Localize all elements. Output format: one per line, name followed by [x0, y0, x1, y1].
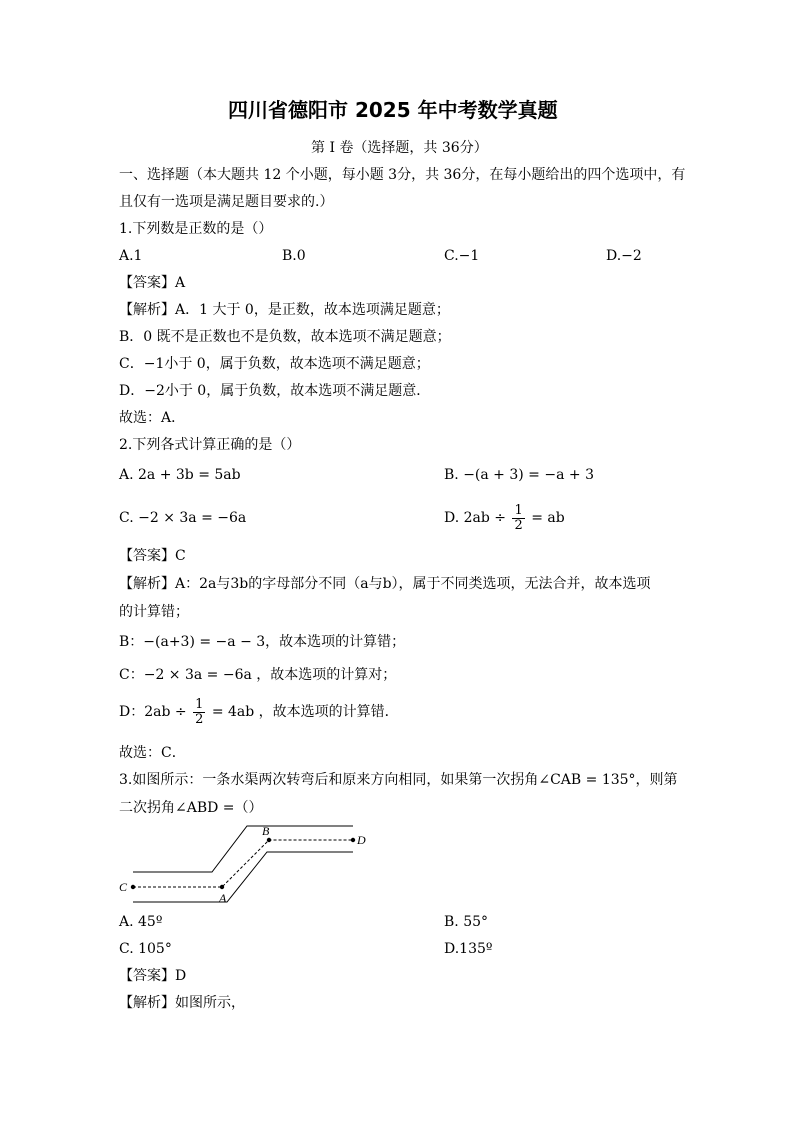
q1-stem: 1.下列数是正数的是（） [119, 221, 273, 237]
canal-center-path [133, 840, 353, 887]
label-d: D [357, 833, 366, 847]
q2-analysis-d [119, 692, 399, 732]
q1-analysis-line: 故选：A． [119, 410, 186, 426]
q1-analysis-line: B．0 既不是正数也不是负数，故本选项不满足题意； [119, 329, 451, 345]
q2-option-d-denominator: 2 [514, 517, 523, 533]
canal-figure [115, 820, 375, 910]
q2-analysis-d-numerator: 1 [195, 696, 204, 712]
q1-option-b: B.0 [282, 248, 306, 264]
q3-option-c: C. 105° [119, 941, 172, 957]
q3-stem-line1: 3.如图所示：一条水渠两次转弯后和原来方向相同，如果第一次拐角∠CAB = 135°，则第 [119, 772, 678, 788]
q3-analysis: 【解析】如图所示， [119, 995, 245, 1011]
q2-option-b: B. −(a + 3) = −a + 3 [444, 467, 594, 483]
q2-analysis-b: B：−(a+3) = −a − 3，故本选项的计算错； [119, 634, 406, 650]
q2-option-d [444, 498, 565, 538]
q2-option-d-left: D. 2ab ÷ [444, 510, 507, 526]
point-c [131, 885, 135, 889]
part-title: 第 I 卷（选择题，共 36分） [311, 140, 488, 156]
q2-option-d-right: = ab [531, 510, 565, 526]
q2-analysis-d-fraction [193, 698, 205, 727]
canal-upper-bank [133, 826, 353, 872]
q1-answer: 【答案】A [119, 275, 186, 291]
point-a [220, 885, 224, 889]
section-heading-line1: 一、选择题（本大题共 12 个小题，每小题 3分，共 36分，在每小题给出的四个选项中，有 [119, 167, 686, 183]
page-title: 四川省德阳市 2025 年中考数学真题 [228, 98, 558, 122]
q1-option-d: D.−2 [606, 248, 642, 264]
q2-analysis-d-denominator: 2 [195, 711, 204, 727]
point-d [351, 838, 355, 842]
q2-analysis-d-right: = 4ab ，故本选项的计算错． [211, 704, 399, 720]
q1-option-c: C.−1 [444, 248, 480, 264]
section-heading-line2: 且仅有一选项是满足题目要求的.） [119, 194, 334, 210]
q3-option-a: A. 45º [119, 914, 163, 930]
q3-option-d: D.135º [444, 941, 493, 957]
q3-stem-line2: 二次拐角∠ABD =（） [119, 800, 263, 816]
q1-analysis-line: C．−1小于 0，属于负数，故本选项不满足题意； [119, 356, 430, 372]
q1-analysis-line: D．−2小于 0，属于负数，故本选项不满足题意． [119, 383, 431, 399]
q3-option-b: B. 55° [444, 914, 489, 930]
q2-analysis-c: C：−2 × 3a = −6a ，故本选项的计算对； [119, 667, 397, 683]
q2-option-d-fraction [512, 504, 524, 533]
q2-analysis-d-left: D：2ab ÷ [119, 704, 187, 720]
q2-stem: 2.下列各式计算正确的是（） [119, 437, 301, 453]
q2-conclusion: 故选：C． [119, 745, 186, 761]
q1-analysis-line: 【解析】A．1 大于 0，是正数，故本选项满足题意； [119, 302, 450, 318]
label-b: B [262, 824, 270, 838]
q2-option-a: A. 2a + 3b = 5ab [119, 467, 241, 483]
q2-option-c: C. −2 × 3a = −6a [119, 510, 247, 526]
label-c: C [119, 880, 128, 894]
q2-option-d-numerator: 1 [514, 502, 523, 518]
point-b [267, 838, 271, 842]
q1-option-a: A.1 [119, 248, 143, 264]
canal-lower-bank [133, 852, 353, 902]
q2-analysis-a2: 的计算错； [119, 604, 189, 620]
q3-answer: 【答案】D [119, 968, 187, 984]
label-a: A [219, 891, 227, 905]
q2-answer: 【答案】C [119, 548, 186, 564]
q2-analysis-a1: 【解析】A：2a与3b的字母部分不同（a与b），属于不同类选项，无法合并，故本选项 [119, 576, 651, 592]
